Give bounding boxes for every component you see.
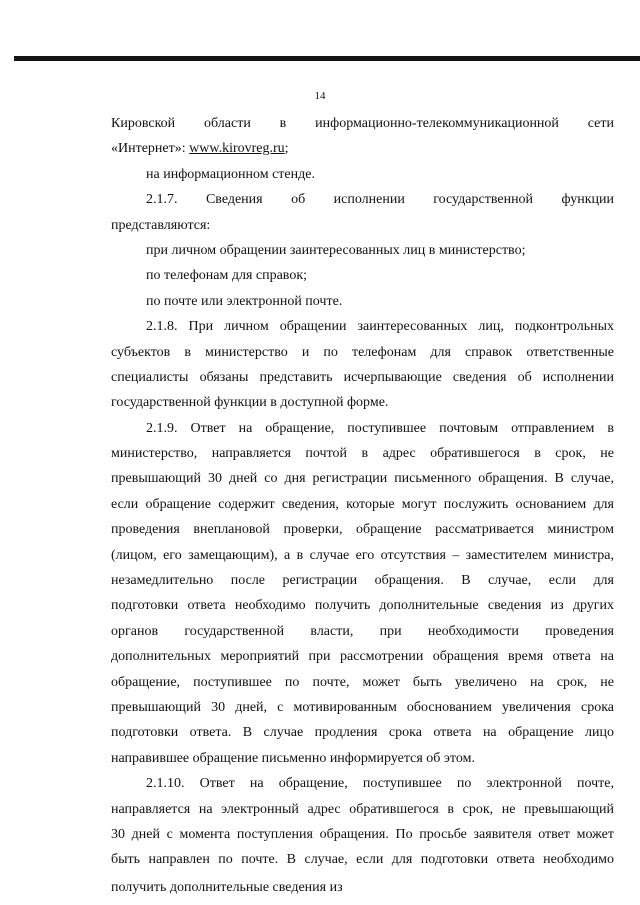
scan-border-bar bbox=[14, 56, 640, 61]
text-line bbox=[111, 517, 614, 542]
text-line bbox=[111, 238, 614, 263]
text-line-content: 2.1.7. Сведения об исполнении государственной функции bbox=[146, 192, 614, 208]
text-line bbox=[111, 314, 614, 339]
text-line-content: подготовки ответа. В случае продления срока ответа на обращение лицо bbox=[111, 725, 614, 741]
text-line bbox=[111, 390, 614, 415]
text-line-content: дополнительных мероприятий при рассмотрении обращения время ответа на bbox=[111, 649, 614, 665]
text-line bbox=[111, 263, 614, 288]
text-line-content: специалисты обязаны представить исчерпывающие сведения об исполнении bbox=[111, 369, 614, 385]
text-line-content: «Интернет»: bbox=[111, 141, 190, 157]
text-line-content: быть направлен по почте. В случае, если для подготовки ответа необходимо bbox=[111, 852, 614, 868]
text-line bbox=[111, 187, 614, 212]
text-line bbox=[111, 162, 614, 187]
text-line bbox=[111, 466, 614, 491]
text-line-content: проведения внеплановой проверки, обращение рассматривается министром bbox=[111, 522, 614, 538]
text-line bbox=[111, 593, 614, 618]
text-line-content: направляется на электронный адрес обратившегося в срок, не превышающий bbox=[111, 801, 614, 817]
text-line bbox=[111, 847, 614, 872]
cut-off-line-text: получить дополнительные сведения из bbox=[111, 879, 343, 895]
text-line-content: Кировской области в информационно-телекоммуникационной сети bbox=[111, 116, 614, 131]
text-line bbox=[111, 111, 614, 136]
text-line-content: 2.1.8. При личном обращении заинтересованных лиц, подконтрольных bbox=[146, 319, 614, 335]
text-line-content: государственной функции в доступной форме. bbox=[111, 395, 389, 411]
text-line-content: превышающий 30 дней, с мотивированным обоснованием увеличения срока bbox=[111, 699, 614, 715]
text-line-content: 2.1.10. Ответ на обращение, поступившее по электронной почте, bbox=[146, 776, 614, 792]
text-line bbox=[111, 365, 614, 390]
text-line-tail: ; bbox=[284, 141, 289, 157]
text-line bbox=[111, 441, 614, 466]
website-link[interactable]: www.kirovreg.ru bbox=[189, 141, 285, 157]
text-line-content: превышающий 30 дней со дня регистрации письменного обращения. В случае, bbox=[111, 471, 614, 487]
text-line bbox=[111, 695, 614, 720]
text-line bbox=[111, 492, 614, 517]
text-line bbox=[111, 644, 614, 669]
text-line-content: если обращение содержит сведения, которые могут послужить основанием для bbox=[111, 496, 614, 512]
text-line-content: министерство, направляется почтой в адрес обратившегося в срок, не bbox=[111, 446, 614, 462]
text-line-content: обращение, поступившее по почте, может быть увеличено на срок, не bbox=[111, 674, 614, 690]
text-line-content: незамедлительно после регистрации обращения. В случае, если для bbox=[111, 573, 614, 589]
text-line-content: направившее обращение письменно информируется об этом. bbox=[111, 750, 475, 766]
text-line bbox=[111, 213, 614, 238]
text-line bbox=[111, 136, 614, 161]
text-line-content: на информационном стенде. bbox=[146, 166, 315, 182]
text-line bbox=[111, 289, 614, 314]
text-line bbox=[111, 822, 614, 847]
text-line bbox=[111, 543, 614, 568]
document-body bbox=[111, 111, 614, 895]
text-line bbox=[111, 670, 614, 695]
text-line bbox=[111, 771, 614, 796]
text-line bbox=[111, 797, 614, 822]
text-line-content: по телефонам для справок; bbox=[146, 268, 308, 284]
text-line bbox=[111, 568, 614, 593]
text-line-content: субъектов в министерство и по телефонам для справок ответственные bbox=[111, 344, 614, 360]
text-line-content: органов государственной власти, при необходимости проведения bbox=[111, 623, 614, 639]
text-line bbox=[111, 720, 614, 745]
text-line bbox=[111, 416, 614, 441]
text-line-content: представляются: bbox=[111, 217, 211, 233]
text-line-content: 30 дней с момента поступления обращения. По просьбе заявителя ответ может bbox=[111, 826, 614, 842]
text-line bbox=[111, 619, 614, 644]
text-line bbox=[111, 746, 614, 771]
text-line bbox=[111, 340, 614, 365]
text-line-content: 2.1.9. Ответ на обращение, поступившее почтовым отправлением в bbox=[146, 420, 614, 436]
page-number: 14 bbox=[314, 90, 326, 102]
cut-off-line bbox=[111, 875, 614, 895]
text-line-content: по почте или электронной почте. bbox=[146, 293, 343, 309]
text-line-content: при личном обращении заинтересованных лиц в министерство; bbox=[146, 242, 526, 258]
text-line-content: подготовки ответа необходимо получить дополнительные сведения из других bbox=[111, 598, 614, 614]
text-line-content: (лицом, его замещающим), а в случае его отсутствия – заместителем министра, bbox=[111, 547, 614, 563]
